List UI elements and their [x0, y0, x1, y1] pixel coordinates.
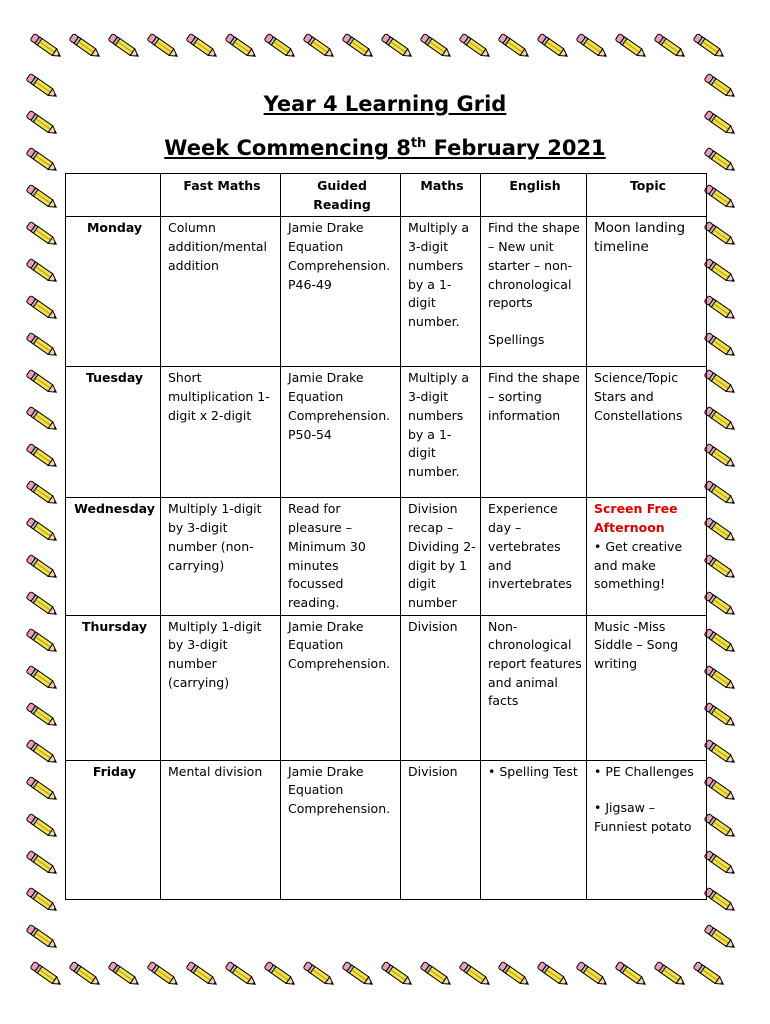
- pencil-icon: [420, 29, 456, 59]
- pencil-icon: [26, 587, 62, 617]
- pencil-icon: [342, 957, 378, 987]
- pencil-icon: [420, 957, 456, 987]
- pencil-icon: [704, 698, 740, 728]
- pencil-icon: [704, 402, 740, 432]
- maths-cell: Division: [401, 615, 481, 760]
- english-cell: Experience day – vertebrates and invertebrates: [481, 498, 587, 615]
- pencil-icon: [303, 957, 339, 987]
- english-extra-text: Spellings: [488, 331, 545, 347]
- page-title: Year 4 Learning Grid: [263, 92, 507, 116]
- topic-cell: [587, 760, 707, 899]
- day-label: Tuesday: [66, 367, 161, 498]
- maths-cell: Division recap – Dividing 2-digit by 1 digit number: [401, 498, 481, 615]
- topic-cell: Music -Miss Siddle – Song writing: [587, 615, 707, 760]
- pencil-icon: [704, 735, 740, 765]
- pencil-icon: [26, 735, 62, 765]
- english-cell: Find the shape – sorting information: [481, 367, 587, 498]
- pencil-icon: [704, 772, 740, 802]
- pencil-icon: [704, 291, 740, 321]
- pencil-icon: [303, 29, 339, 59]
- topic-text: • PE Challenges: [594, 763, 694, 779]
- pencil-icon: [30, 29, 66, 59]
- week-heading: Week Commencing 8th February 2021: [164, 136, 606, 160]
- pencil-icon: [654, 29, 690, 59]
- pencil-icon: [26, 180, 62, 210]
- pencil-icon: [26, 217, 62, 247]
- header-guided-reading: Guided Reading: [281, 174, 401, 217]
- pencil-icon: [186, 29, 222, 59]
- header-row: [66, 174, 707, 217]
- pencil-icon: [704, 217, 740, 247]
- table-row: [66, 498, 707, 615]
- fast-maths-cell: Short multiplication 1-digit x 2-digit: [161, 367, 281, 498]
- day-label: Monday: [66, 217, 161, 367]
- topic-text: • Get creative and make something!: [594, 538, 683, 592]
- pencil-icon: [704, 476, 740, 506]
- guided-reading-cell: Jamie Drake Equation Comprehension. P50-54: [281, 367, 401, 498]
- pencil-icon: [381, 29, 417, 59]
- pencil-icon: [147, 29, 183, 59]
- pencil-icon: [342, 29, 378, 59]
- pencil-icon: [26, 550, 62, 580]
- pencil-icon: [704, 254, 740, 284]
- pencil-icon: [704, 365, 740, 395]
- pencil-icon: [108, 957, 144, 987]
- maths-cell: Division: [401, 760, 481, 899]
- pencil-icon: [704, 587, 740, 617]
- pencil-icon: [26, 328, 62, 358]
- pencil-icon: [26, 772, 62, 802]
- guided-reading-cell: Jamie Drake Equation Comprehension.: [281, 760, 401, 899]
- guided-reading-cell: Read for pleasure – Minimum 30 minutes focussed reading.: [281, 498, 401, 615]
- header-fast-maths: Fast Maths: [161, 174, 281, 217]
- topic-extra-text: • Jigsaw – Funniest potato: [594, 800, 692, 835]
- day-label: Friday: [66, 760, 161, 899]
- pencil-icon: [704, 809, 740, 839]
- pencil-icon: [186, 957, 222, 987]
- pencil-icon: [26, 661, 62, 691]
- pencil-icon: [26, 476, 62, 506]
- pencil-icon: [26, 883, 62, 913]
- pencil-icon: [615, 29, 651, 59]
- pencil-icon: [69, 957, 105, 987]
- fast-maths-cell: Mental division: [161, 760, 281, 899]
- pencil-icon: [26, 809, 62, 839]
- header-english: English: [481, 174, 587, 217]
- english-cell: [481, 217, 587, 367]
- english-cell: • Spelling Test: [481, 760, 587, 899]
- pencil-icon: [26, 291, 62, 321]
- maths-cell: Multiply a 3-digit numbers by a 1-digit number.: [401, 367, 481, 498]
- pencil-icon: [704, 883, 740, 913]
- pencil-icon: [704, 624, 740, 654]
- english-text: Find the shape – New unit starter – non-chronological reports: [488, 220, 580, 311]
- table-row: [66, 217, 707, 367]
- header-empty: [66, 174, 161, 217]
- english-cell: Non-chronological report features and animal facts: [481, 615, 587, 760]
- pencil-icon: [26, 254, 62, 284]
- topic-cell: Moon landing timeline: [587, 217, 707, 367]
- topic-cell: [587, 498, 707, 615]
- pencil-icon: [69, 29, 105, 59]
- pencil-icon: [225, 957, 261, 987]
- pencil-icon: [26, 365, 62, 395]
- pencil-icon: [576, 957, 612, 987]
- pencil-icon: [537, 957, 573, 987]
- pencil-icon: [704, 513, 740, 543]
- pencil-icon: [704, 661, 740, 691]
- pencil-icon: [108, 29, 144, 59]
- fast-maths-cell: Multiply 1-digit by 3-digit number (non-carrying): [161, 498, 281, 615]
- pencil-icon: [26, 698, 62, 728]
- screen-free-highlight: Screen Free Afternoon: [594, 501, 678, 536]
- pencil-icon: [459, 29, 495, 59]
- fast-maths-cell: Multiply 1-digit by 3-digit number (carrying): [161, 615, 281, 760]
- topic-cell: Science/Topic Stars and Constellations: [587, 367, 707, 498]
- table-row: [66, 760, 707, 899]
- day-label: Thursday: [66, 615, 161, 760]
- pencil-icon: [704, 180, 740, 210]
- pencil-icon: [654, 957, 690, 987]
- pencil-icon: [381, 957, 417, 987]
- guided-reading-cell: Jamie Drake Equation Comprehension.: [281, 615, 401, 760]
- pencil-icon: [26, 402, 62, 432]
- pencil-icon: [459, 957, 495, 987]
- pencil-icon: [147, 957, 183, 987]
- pencil-icon: [264, 957, 300, 987]
- header-topic: Topic: [587, 174, 707, 217]
- pencil-icon: [704, 920, 740, 950]
- pencil-icon: [26, 920, 62, 950]
- pencil-icon: [704, 439, 740, 469]
- pencil-icon: [225, 29, 261, 59]
- pencil-icon: [704, 846, 740, 876]
- pencil-icon: [704, 328, 740, 358]
- fast-maths-cell: Column addition/mental addition: [161, 217, 281, 367]
- pencil-icon: [26, 624, 62, 654]
- header-maths: Maths: [401, 174, 481, 217]
- pencil-icon: [693, 29, 729, 59]
- pencil-icon: [26, 439, 62, 469]
- pencil-icon: [615, 957, 651, 987]
- table-row: [66, 615, 707, 760]
- pencil-icon: [26, 513, 62, 543]
- pencil-icon: [498, 957, 534, 987]
- pencil-icon: [537, 29, 573, 59]
- maths-cell: Multiply a 3-digit numbers by a 1-digit number.: [401, 217, 481, 367]
- pencil-icon: [693, 957, 729, 987]
- pencil-icon: [704, 550, 740, 580]
- pencil-icon: [264, 29, 300, 59]
- guided-reading-cell: Jamie Drake Equation Comprehension. P46-49: [281, 217, 401, 367]
- pencil-icon: [498, 29, 534, 59]
- pencil-icon: [576, 29, 612, 59]
- pencil-icon: [30, 957, 66, 987]
- day-label: Wednesday: [66, 498, 161, 615]
- table-row: [66, 367, 707, 498]
- learning-grid-table: [65, 173, 707, 900]
- pencil-icon: [26, 846, 62, 876]
